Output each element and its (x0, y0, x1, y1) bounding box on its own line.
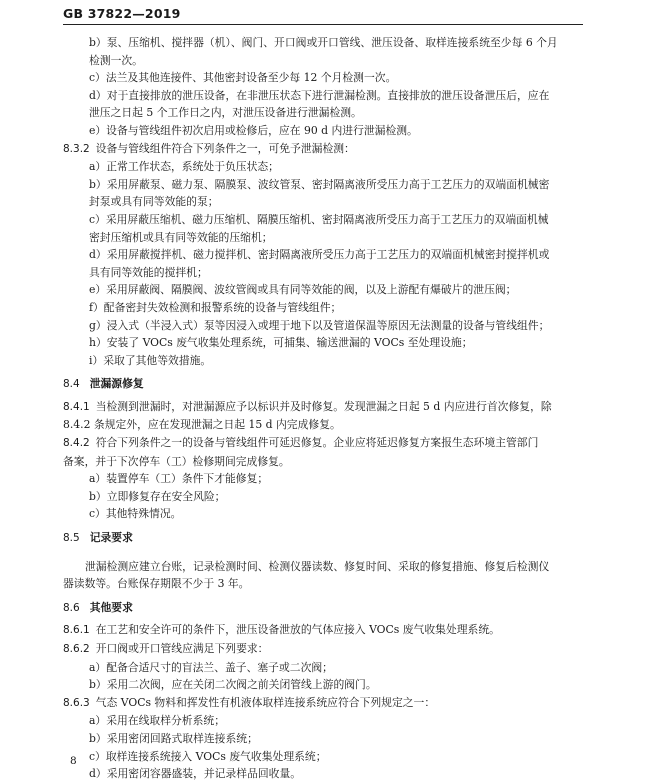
document-body (63, 34, 585, 783)
list-item-c: c）其他特殊情况。 (89, 507, 182, 521)
section-heading-8-6 (63, 599, 585, 618)
paragraph-8-5-cont: 器读数等。台账保存期限不少于 3 年。 (63, 577, 250, 591)
clause-text: 设备与管线组件符合下列条件之一，可免予泄漏检测： (95, 141, 355, 155)
list-item-f: f）配备密封失效检测和报警系统的设备与管线组件； (89, 300, 342, 314)
clause-text: 开口阀或开口管线应满足下列要求： (95, 642, 269, 655)
section-number: 8.5 (63, 532, 80, 545)
list-item-b: b）采用二次阀，应在关闭二次阀之前关闭管线上游的阀门。 (89, 678, 377, 692)
clause-8-6-2 (63, 640, 585, 659)
list-item-b: b）采用密闭回路式取样连接系统； (89, 731, 258, 745)
list-item-b: b）立即修复存在安全风险； (89, 489, 226, 503)
list-item-b: b）采用屏蔽泵、磁力泵、隔膜泵、波纹管泵、密封隔离液所受压力高于工艺压力的双端面机械密 (89, 177, 550, 191)
list-item-d: d）对于直接排放的泄压设备，在非泄压状态下进行泄漏检测。直接排放的泄压设备泄压后，应在 (89, 88, 550, 102)
header-rule (63, 24, 583, 25)
clause-8-6-3 (63, 694, 585, 713)
list-item-d-cont: 泄压之日起 5 个工作日之内，对泄压设备进行泄漏检测。 (89, 106, 362, 120)
list-item-e: e）设备与管线组件初次启用或检修后，应在 90 d 内进行泄漏检测。 (89, 123, 418, 137)
list-item-b-cont: 封泵或具有同等效能的泵； (89, 195, 219, 209)
standard-header: GB 37822—2019 (63, 6, 181, 21)
list-item-i: i）采取了其他等效措施。 (89, 353, 212, 367)
clause-number: 8.6.2 (63, 643, 90, 655)
list-item-h: h）安装了 VOCs 废气收集处理系统，可捕集、输送泄漏的 VOCs 至处理设施； (89, 336, 473, 350)
clause-8-4-1 (63, 398, 585, 417)
section-heading-8-5 (63, 529, 585, 548)
list-item-b: b）泵、压缩机、搅拌器（机）、阀门、开口阀或开口管线、泄压设备、取样连接系统至少每 6 个月 (89, 36, 558, 49)
list-item-d: d）采用密闭容器盛装，并记录样品回收量。 (89, 767, 302, 781)
clause-number: 8.4.2 (63, 437, 90, 450)
clause-text: 符合下列条件之一的设备与管线组件可延迟修复。企业应将延迟修复方案报生态环境主管部门 (95, 436, 539, 450)
clause-8-4-1-cont: 8.4.2 条规定外，应在发现泄漏之日起 15 d 内完成修复。 (63, 418, 341, 432)
section-title: 其他要求 (89, 600, 133, 614)
section-number: 8.6 (63, 601, 80, 614)
list-item-b-cont: 检测一次。 (89, 53, 143, 67)
list-item-a: a）正常工作状态，系统处于负压状态； (89, 160, 279, 174)
list-item-d-cont: 具有同等效能的搅拌机； (89, 265, 208, 279)
clause-number: 8.6.1 (63, 624, 90, 637)
section-heading-8-4 (63, 375, 585, 394)
list-item-a: a）装置停车（工）条件下才能修复； (89, 472, 269, 486)
clause-number: 8.4.1 (63, 400, 90, 413)
clause-number: 8.3.2 (63, 142, 90, 155)
list-item-e: e）采用屏蔽阀、隔膜阀、波纹管阀或具有同等效能的阀，以及上游配有爆破片的泄压阀； (89, 283, 517, 297)
paragraph-8-5: 泄漏检测应建立台账，记录检测时间、检测仪器读数、修复时间、采取的修复措施、修复后检测仪 (85, 559, 550, 573)
list-item-a: a）配备合适尺寸的盲法兰、盖子、塞子或二次阀； (89, 660, 333, 674)
list-item-c: c）法兰及其他连接件、其他密封设备至少每 12 个月检测一次。 (89, 71, 397, 85)
section-title: 记录要求 (89, 531, 133, 545)
clause-number: 8.6.3 (63, 696, 90, 709)
list-item-c: c）取样连接系统接入 VOCs 废气收集处理系统； (89, 749, 327, 763)
list-item-a: a）采用在线取样分析系统； (89, 714, 225, 728)
list-item-c: c）采用屏蔽压缩机、磁力压缩机、隔膜压缩机、密封隔离液所受压力高于工艺压力的双端面机械 (89, 212, 549, 226)
clause-text: 气态 VOCs 物料和挥发性有机液体取样连接系统应符合下列规定之一： (95, 695, 436, 709)
section-title: 泄漏源修复 (89, 377, 144, 391)
clause-8-4-2-cont: 备案，并于下次停车（工）检修期间完成修复。 (63, 454, 290, 468)
clause-text: 当检测到泄漏时，对泄漏源应予以标识并及时修复。发现泄漏之日起 5 d 内应进行首次修复，除 (95, 399, 552, 413)
clause-8-3-2 (63, 140, 585, 159)
section-number: 8.4 (63, 378, 80, 391)
page-number: 8 (70, 755, 77, 767)
list-item-c-cont: 密封压缩机或具有同等效能的压缩机； (89, 230, 273, 244)
clause-8-6-1 (63, 621, 585, 640)
clause-text: 在工艺和安全许可的条件下，泄压设备泄放的气体应接入 VOCs 废气收集处理系统。 (95, 623, 500, 637)
clause-8-4-2 (63, 434, 585, 453)
list-item-g: g）浸入式（半浸入式）泵等因浸入或埋于地下以及管道保温等原因无法测量的设备与管线组件； (89, 318, 550, 332)
list-item-d: d）采用屏蔽搅拌机、磁力搅拌机、密封隔离液所受压力高于工艺压力的双端面机械密封搅拌机或 (89, 248, 550, 262)
